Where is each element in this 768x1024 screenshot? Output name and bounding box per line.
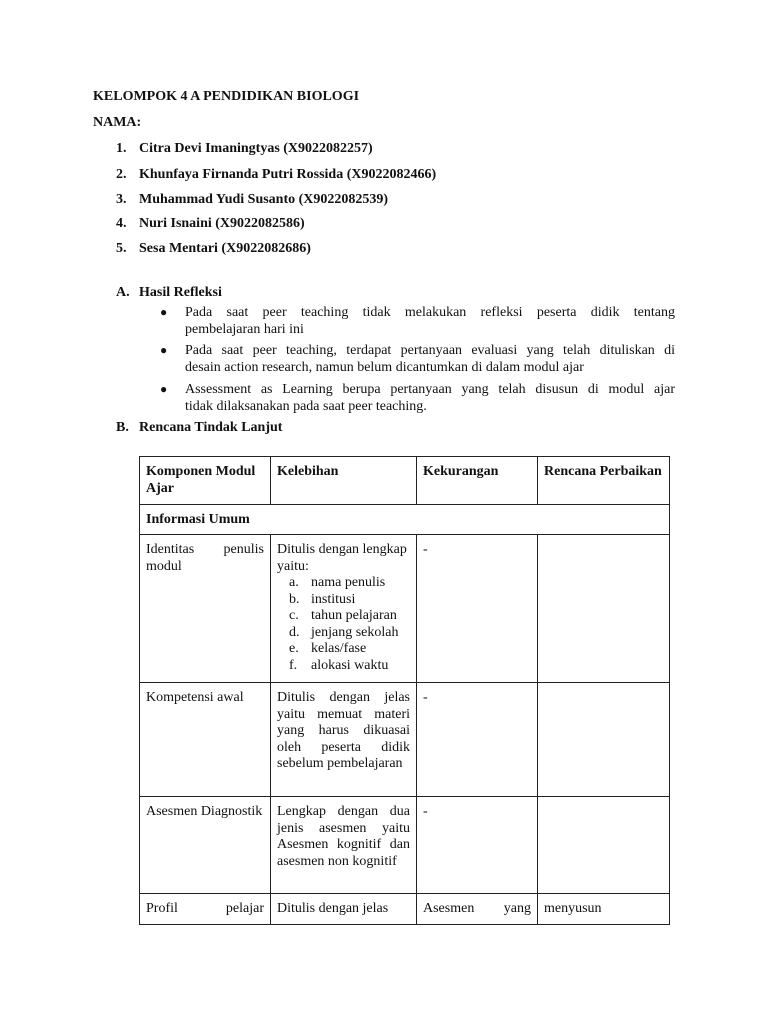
bullet-line: tidak dilaksanakan pada saat peer teaching.	[185, 399, 427, 414]
kekurangan-cell: -	[417, 683, 538, 797]
bullet-dot-icon: ●	[160, 382, 168, 396]
kelebihan-cell: Ditulis dengan jelas yaitu memuat materi yang harus dikuasai oleh peserta didik sebelum pembelajaran	[271, 683, 417, 797]
member-item	[116, 240, 311, 257]
komponen-cell: Asesmen Diagnostik	[140, 797, 271, 894]
bullet-dot-icon: ●	[160, 343, 168, 357]
kelebihan-intro: Ditulis dengan lengkap yaitu:	[277, 542, 407, 574]
header-cell: Komponen Modul Ajar	[140, 457, 271, 505]
list-item: b. institusi	[289, 591, 356, 607]
list-item: d. jenjang sekolah	[289, 624, 399, 640]
list-item: a. nama penulis	[289, 575, 386, 590]
perbaikan-cell: menyusun	[538, 894, 670, 925]
section-b-number: B.	[116, 420, 129, 435]
kekurangan-cell: -	[417, 797, 538, 894]
member-name: Citra Devi Imaningtyas (X9022082257)	[139, 141, 373, 156]
table-row	[140, 683, 670, 797]
kelebihan-cell	[271, 535, 417, 683]
member-name: Sesa Mentari (X9022082686)	[139, 241, 311, 256]
table-group-row	[140, 505, 670, 535]
komponen-cell: Identitas penulis modul	[140, 535, 271, 683]
kelebihan-cell: Ditulis dengan jelas	[271, 894, 417, 925]
bullet-line: Assessment as Learning berupa pertanyaan yang telah disusun di modul ajar	[185, 382, 675, 397]
kekurangan-cell: Asesmen yang	[417, 894, 538, 925]
table-row	[140, 894, 670, 925]
list-item: c. tahun pelajaran	[289, 608, 397, 623]
member-number: 4.	[116, 216, 127, 231]
table-row	[140, 535, 670, 683]
member-number: 3.	[116, 192, 127, 207]
table-header-row	[140, 457, 670, 505]
follow-up-table	[139, 456, 670, 925]
section-b-heading	[116, 419, 282, 436]
section-b-title: Rencana Tindak Lanjut	[139, 420, 283, 435]
member-name: Muhammad Yudi Susanto (X9022082539)	[139, 192, 389, 207]
list-item: f. alokasi waktu	[289, 657, 389, 673]
kekurangan-cell: -	[417, 535, 538, 683]
komponen-cell: Kompetensi awal	[140, 683, 271, 797]
bullet-line: desain action research, namun belum dicantumkan di dalam modul ajar	[185, 360, 584, 375]
bullet-text	[185, 304, 675, 338]
member-number: 1.	[116, 141, 127, 156]
kelebihan-list	[277, 575, 410, 674]
perbaikan-cell	[538, 683, 670, 797]
section-a-number: A.	[116, 285, 130, 300]
member-item	[116, 140, 373, 157]
member-item	[116, 215, 305, 232]
section-a-heading	[116, 284, 222, 301]
header-cell: Rencana Perbaikan	[538, 457, 670, 505]
document-title: KELOMPOK 4 A PENDIDIKAN BIOLOGI	[93, 89, 360, 104]
member-number: 5.	[116, 241, 127, 256]
table-row	[140, 797, 670, 894]
bullet-line: pembelajaran hari ini	[185, 322, 304, 337]
bullet-line: Pada saat peer teaching tidak melakukan refleksi peserta didik tentang	[185, 305, 675, 320]
member-name: Khunfaya Firnanda Putri Rossida (X9022082466)	[139, 167, 437, 182]
bullet-text	[185, 381, 675, 415]
bullet-text	[185, 342, 675, 376]
perbaikan-cell	[538, 535, 670, 683]
perbaikan-cell	[538, 797, 670, 894]
komponen-cell: Profil pelajar	[140, 894, 271, 925]
list-item: e. kelas/fase	[289, 641, 367, 656]
group-cell: Informasi Umum	[140, 505, 670, 535]
reflection-bullet	[160, 342, 675, 376]
member-number: 2.	[116, 167, 127, 182]
reflection-bullet	[160, 381, 675, 415]
bullet-dot-icon: ●	[160, 305, 168, 319]
kelebihan-cell: Lengkap dengan dua jenis asesmen yaitu Asesmen kognitif dan asesmen non kognitif	[271, 797, 417, 894]
bullet-line: Pada saat peer teaching, terdapat pertanyaan evaluasi yang telah dituliskan di	[185, 343, 675, 358]
section-a-title: Hasil Refleksi	[139, 285, 222, 300]
header-cell: Kelebihan	[271, 457, 417, 505]
nama-label: NAMA:	[93, 115, 142, 130]
member-name: Nuri Isnaini (X9022082586)	[139, 216, 305, 231]
member-item	[116, 166, 436, 183]
reflection-bullet	[160, 304, 675, 338]
header-cell: Kekurangan	[417, 457, 538, 505]
member-item	[116, 191, 388, 208]
